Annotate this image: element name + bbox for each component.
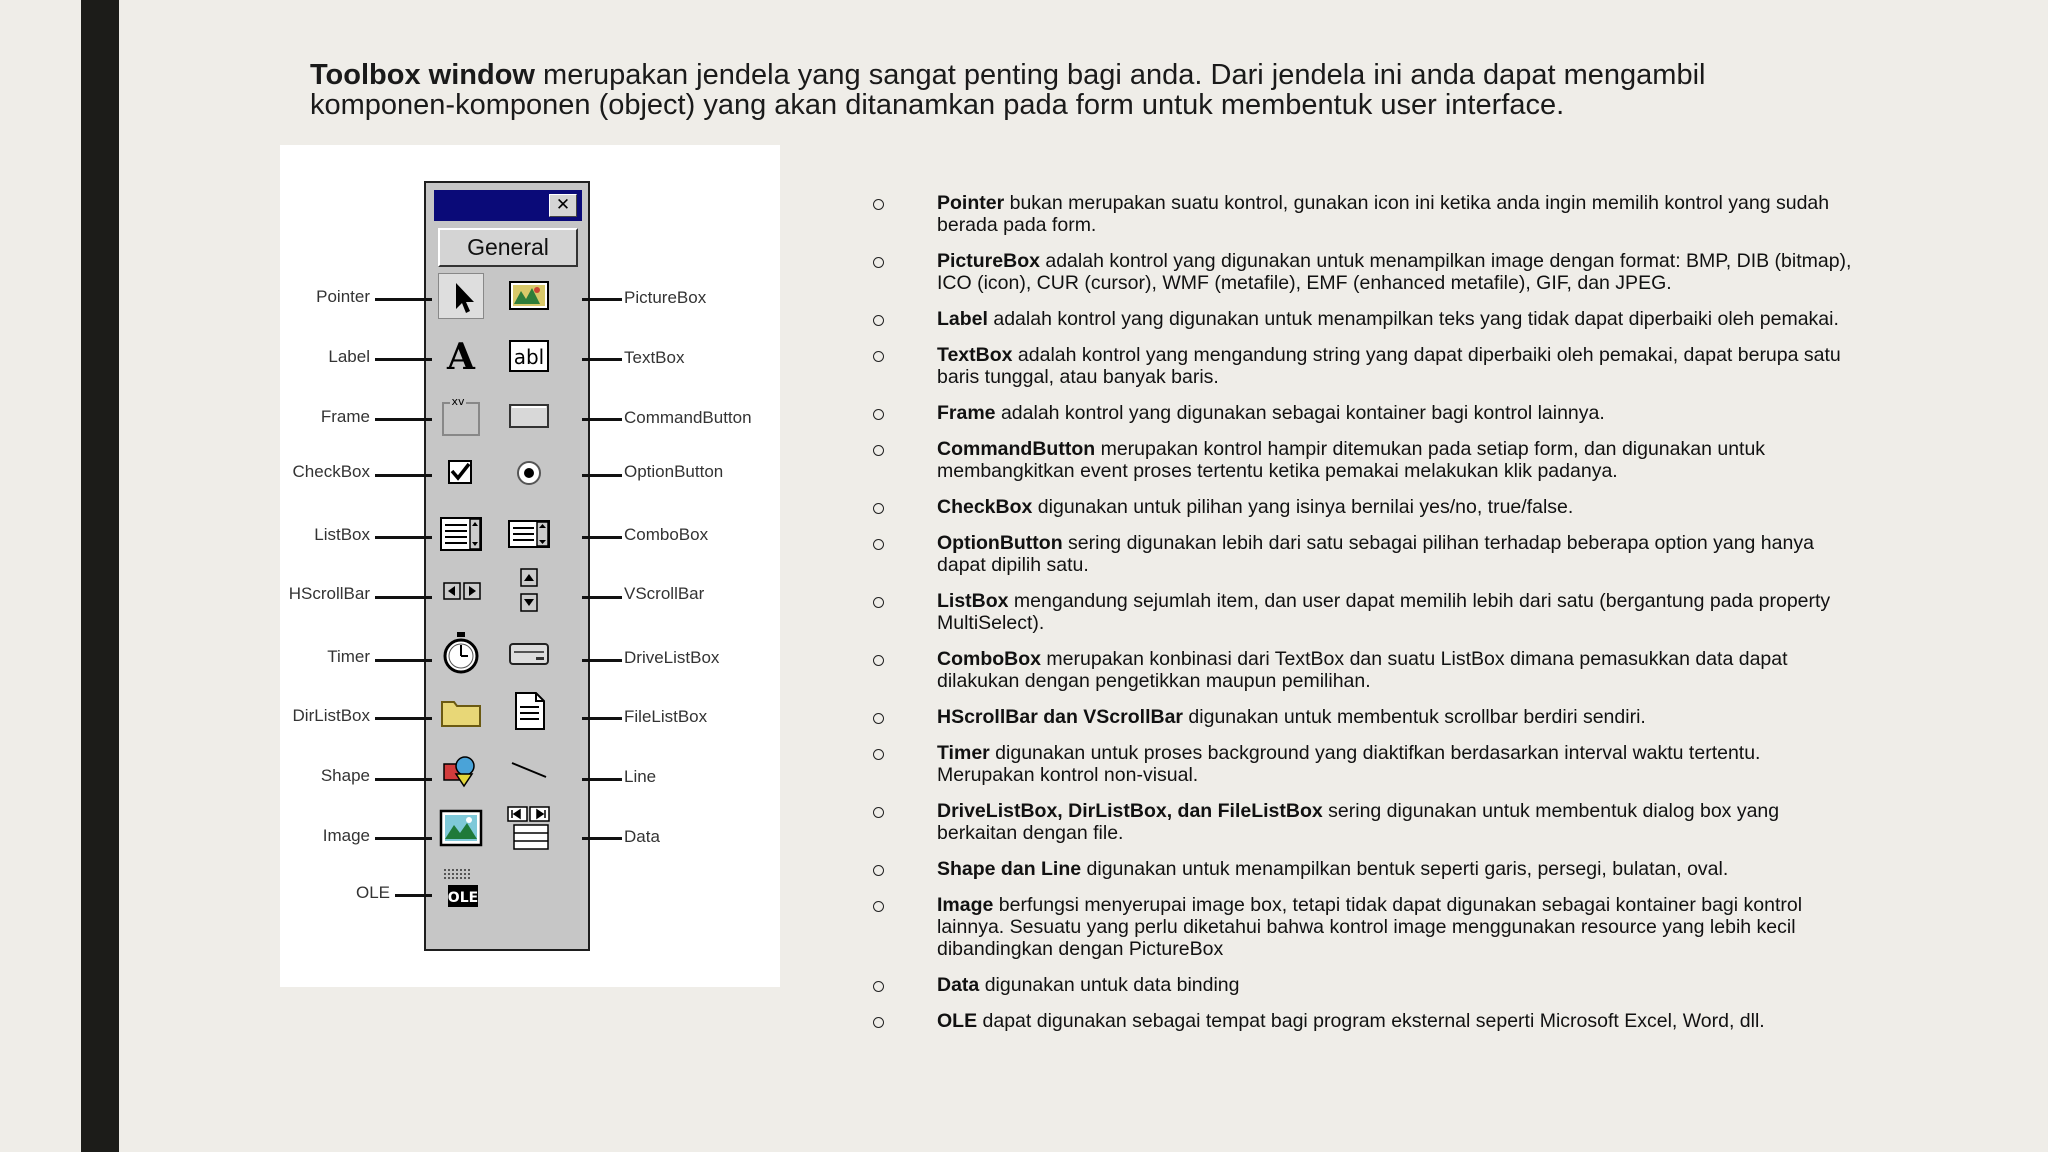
item-term: Pointer — [937, 192, 1005, 214]
item-text: adalah kontrol yang mengandung string yang dapat diperbaiki oleh pemakai, dapat berupa satu baris tunggal, atau banyak baris. — [937, 344, 1841, 388]
bullet-icon — [873, 351, 884, 362]
bullet-icon — [873, 409, 884, 420]
label-drivelistbox: DriveListBox — [624, 648, 720, 667]
bullet-icon — [873, 199, 884, 210]
item-text: merupakan kontrol hampir ditemukan pada setiap form, dan digunakan untuk membangkitkan event proses tertentu ketika pemakai melakukan klik padanya. — [937, 438, 1766, 482]
item-term: Data — [937, 974, 980, 996]
image-tool-icon[interactable] — [438, 805, 484, 851]
item-term: DriveListBox, DirListBox, dan FileListBox — [937, 800, 1323, 822]
left-accent-bar — [81, 0, 119, 1152]
leader-line — [582, 717, 622, 720]
label-timer: Timer — [327, 647, 370, 666]
item-term: CommandButton — [937, 438, 1096, 460]
label-label: Label — [328, 347, 370, 366]
item-term: ComboBox — [937, 648, 1041, 670]
list-item — [860, 192, 1860, 236]
leader-line — [375, 358, 432, 361]
shape-tool-icon[interactable] — [438, 746, 484, 792]
control-description-list — [860, 192, 1860, 1046]
label-ole: OLE — [355, 883, 390, 902]
data-tool-icon[interactable] — [506, 805, 552, 851]
leader-line — [375, 418, 432, 421]
ole-tool-icon[interactable] — [438, 865, 484, 911]
leader-line — [375, 837, 432, 840]
leader-line — [582, 418, 622, 421]
item-text: digunakan untuk data binding — [979, 974, 1240, 996]
list-item — [860, 344, 1860, 388]
label-filelistbox: FileListBox — [624, 707, 708, 726]
item-term: ListBox — [937, 590, 1009, 612]
list-item — [860, 742, 1860, 786]
leader-line — [375, 659, 432, 662]
svg-text:A: A — [447, 336, 475, 378]
item-term: Label — [937, 308, 988, 330]
bullet-icon — [873, 1017, 884, 1028]
list-item — [860, 308, 1860, 330]
label-listbox: ListBox — [314, 525, 370, 544]
bullet-icon — [873, 597, 884, 608]
label-dirlistbox: DirListBox — [292, 706, 370, 725]
item-text: digunakan untuk membentuk scrollbar berdiri sendiri. — [1183, 706, 1646, 728]
bullet-icon — [873, 981, 884, 992]
bullet-icon — [873, 901, 884, 912]
label-frame: Frame — [320, 407, 370, 426]
picturebox-tool-icon[interactable] — [506, 273, 552, 319]
label-vscrollbar: VScrollBar — [624, 584, 705, 603]
item-term: CheckBox — [937, 496, 1033, 518]
list-item — [860, 974, 1860, 996]
item-text: sering digunakan untuk membentuk dialog box yang berkaitan dengan file. — [937, 800, 1780, 844]
label-checkbox: CheckBox — [292, 462, 370, 481]
leader-line — [582, 474, 622, 477]
list-item — [860, 402, 1860, 424]
list-item — [860, 1010, 1860, 1032]
svg-text:OLE: OLE — [447, 890, 479, 906]
listbox-tool-icon[interactable] — [438, 511, 484, 557]
label-tool-icon[interactable] — [438, 333, 484, 379]
list-item — [860, 496, 1860, 518]
bullet-icon — [873, 539, 884, 550]
item-term: Timer — [937, 742, 990, 764]
leader-line — [375, 596, 432, 599]
textbox-tool-icon[interactable] — [506, 333, 552, 379]
toolbox-titlebar — [434, 190, 582, 221]
dirlistbox-tool-icon[interactable] — [438, 688, 484, 734]
label-image: Image — [322, 826, 370, 845]
list-item — [860, 648, 1860, 692]
leader-line — [582, 536, 622, 539]
bullet-icon — [873, 713, 884, 724]
item-text: digunakan untuk proses background yang diaktifkan berdasarkan interval waktu tertentu. Merupakan kontrol non-visual. — [937, 742, 1761, 786]
leader-line — [582, 358, 622, 361]
bullet-icon — [873, 315, 884, 326]
bullet-icon — [873, 655, 884, 666]
label-combobox: ComboBox — [624, 525, 709, 544]
item-text: bukan merupakan suatu kontrol, gunakan icon ini ketika anda ingin memilih kontrol yang sudah berada pada form. — [937, 192, 1830, 236]
checkbox-tool-icon[interactable] — [438, 449, 484, 495]
label-data: Data — [624, 827, 660, 846]
list-item — [860, 706, 1860, 728]
label-commandbutton: CommandButton — [624, 408, 752, 427]
combobox-tool-icon[interactable] — [506, 511, 552, 557]
leader-line — [582, 837, 622, 840]
list-item — [860, 858, 1860, 880]
item-text: adalah kontrol yang digunakan untuk menampilkan teks yang tidak dapat diperbaiki oleh pemakai. — [987, 308, 1839, 330]
bullet-icon — [873, 503, 884, 514]
toolbox-window — [424, 181, 590, 951]
heading-bold: Toolbox window — [310, 59, 535, 91]
item-text: merupakan konbinasi dari TextBox dan suatu ListBox dimana pemasukkan data dapat dilakukan dengan pengetikkan maupun pemilihan. — [937, 648, 1788, 692]
item-text: sering digunakan lebih dari satu sebagai pilihan terhadap beberapa option yang hanya dapat dipilih satu. — [937, 532, 1814, 576]
item-text: adalah kontrol yang digunakan sebagai kontainer bagi kontrol lainnya. — [995, 402, 1605, 424]
list-item — [860, 590, 1860, 634]
label-shape: Shape — [320, 766, 370, 785]
leader-line — [375, 717, 432, 720]
leader-line — [582, 659, 622, 662]
label-optionbutton: OptionButton — [624, 462, 724, 481]
filelistbox-tool-icon[interactable] — [506, 688, 552, 734]
label-hscrollbar: HScrollBar — [288, 584, 370, 603]
toolbox-figure — [280, 145, 780, 987]
item-term: OptionButton — [937, 532, 1063, 554]
line-tool-icon[interactable] — [506, 746, 552, 792]
label-textbox: TextBox — [624, 348, 685, 367]
leader-line — [375, 778, 432, 781]
leader-line — [375, 474, 432, 477]
leader-line — [582, 596, 622, 599]
leader-line — [375, 536, 432, 539]
svg-text:abl: abl — [513, 345, 545, 369]
leader-line — [395, 894, 432, 897]
leader-line — [582, 778, 622, 781]
item-term: Frame — [937, 402, 996, 424]
optionbutton-tool-icon[interactable] — [506, 449, 552, 495]
list-item — [860, 250, 1860, 294]
pointer-tool-icon[interactable] — [438, 273, 484, 319]
item-term: OLE — [937, 1010, 978, 1032]
label-pointer: Pointer — [316, 287, 370, 306]
bullet-icon — [873, 445, 884, 456]
list-item — [860, 532, 1860, 576]
bullet-icon — [873, 865, 884, 876]
bullet-icon — [873, 749, 884, 760]
bullet-icon — [873, 807, 884, 818]
frame-tool-icon[interactable] — [438, 393, 484, 439]
item-text: digunakan untuk menampilkan bentuk seperti garis, persegi, bulatan, oval. — [1081, 858, 1729, 880]
bullet-icon — [873, 257, 884, 268]
label-line: Line — [624, 767, 657, 786]
list-item — [860, 800, 1860, 844]
item-term: PictureBox — [937, 250, 1040, 272]
item-text: digunakan untuk pilihan yang isinya bernilai yes/no, true/false. — [1032, 496, 1574, 518]
close-icon[interactable]: ✕ — [549, 194, 577, 217]
timer-tool-icon[interactable] — [438, 630, 484, 676]
label-picturebox: PictureBox — [624, 288, 707, 307]
svg-text:xv: xv — [451, 395, 465, 408]
item-term: Image — [937, 894, 994, 916]
drivelistbox-tool-icon[interactable] — [506, 630, 552, 676]
heading-rest: merupakan jendela yang sangat penting bagi anda. Dari jendela ini anda dapat mengambil komponen-komponen (object) yang akan ditanamkan pada form untuk membentuk user interface. — [310, 59, 1706, 121]
item-text: dapat digunakan sebagai tempat bagi program eksternal seperti Microsoft Excel, Word, dll. — [977, 1010, 1765, 1032]
leader-line — [375, 298, 432, 301]
item-text: mengandung sejumlah item, dan user dapat memilih lebih dari satu (bergantung pada property MultiSelect). — [937, 590, 1831, 634]
list-item — [860, 894, 1860, 960]
item-term: TextBox — [937, 344, 1013, 366]
list-item — [860, 438, 1860, 482]
commandbutton-tool-icon[interactable] — [506, 393, 552, 439]
slide-heading — [310, 60, 1810, 120]
general-tab[interactable]: General — [438, 228, 578, 267]
item-text: adalah kontrol yang digunakan untuk menampilkan image dengan format: BMP, DIB (bitmap), ICO (icon), CUR (cursor), WMF (metafile), EMF (enhanced metafile), GIF, dan JPEG. — [937, 250, 1852, 294]
item-text: berfungsi menyerupai image box, tetapi tidak dapat digunakan sebagai kontainer bagi kontrol lainnya. Sesuatu yang perlu diketahui bahwa kontrol image menggunakan resource yang lebih kecil dibandingkan dengan PictureBox — [937, 894, 1803, 960]
item-term: HScrollBar dan VScrollBar — [937, 706, 1183, 728]
vscrollbar-tool-icon[interactable] — [506, 567, 552, 613]
item-term: Shape dan Line — [937, 858, 1082, 880]
hscrollbar-tool-icon[interactable] — [438, 567, 484, 613]
leader-line — [582, 298, 622, 301]
